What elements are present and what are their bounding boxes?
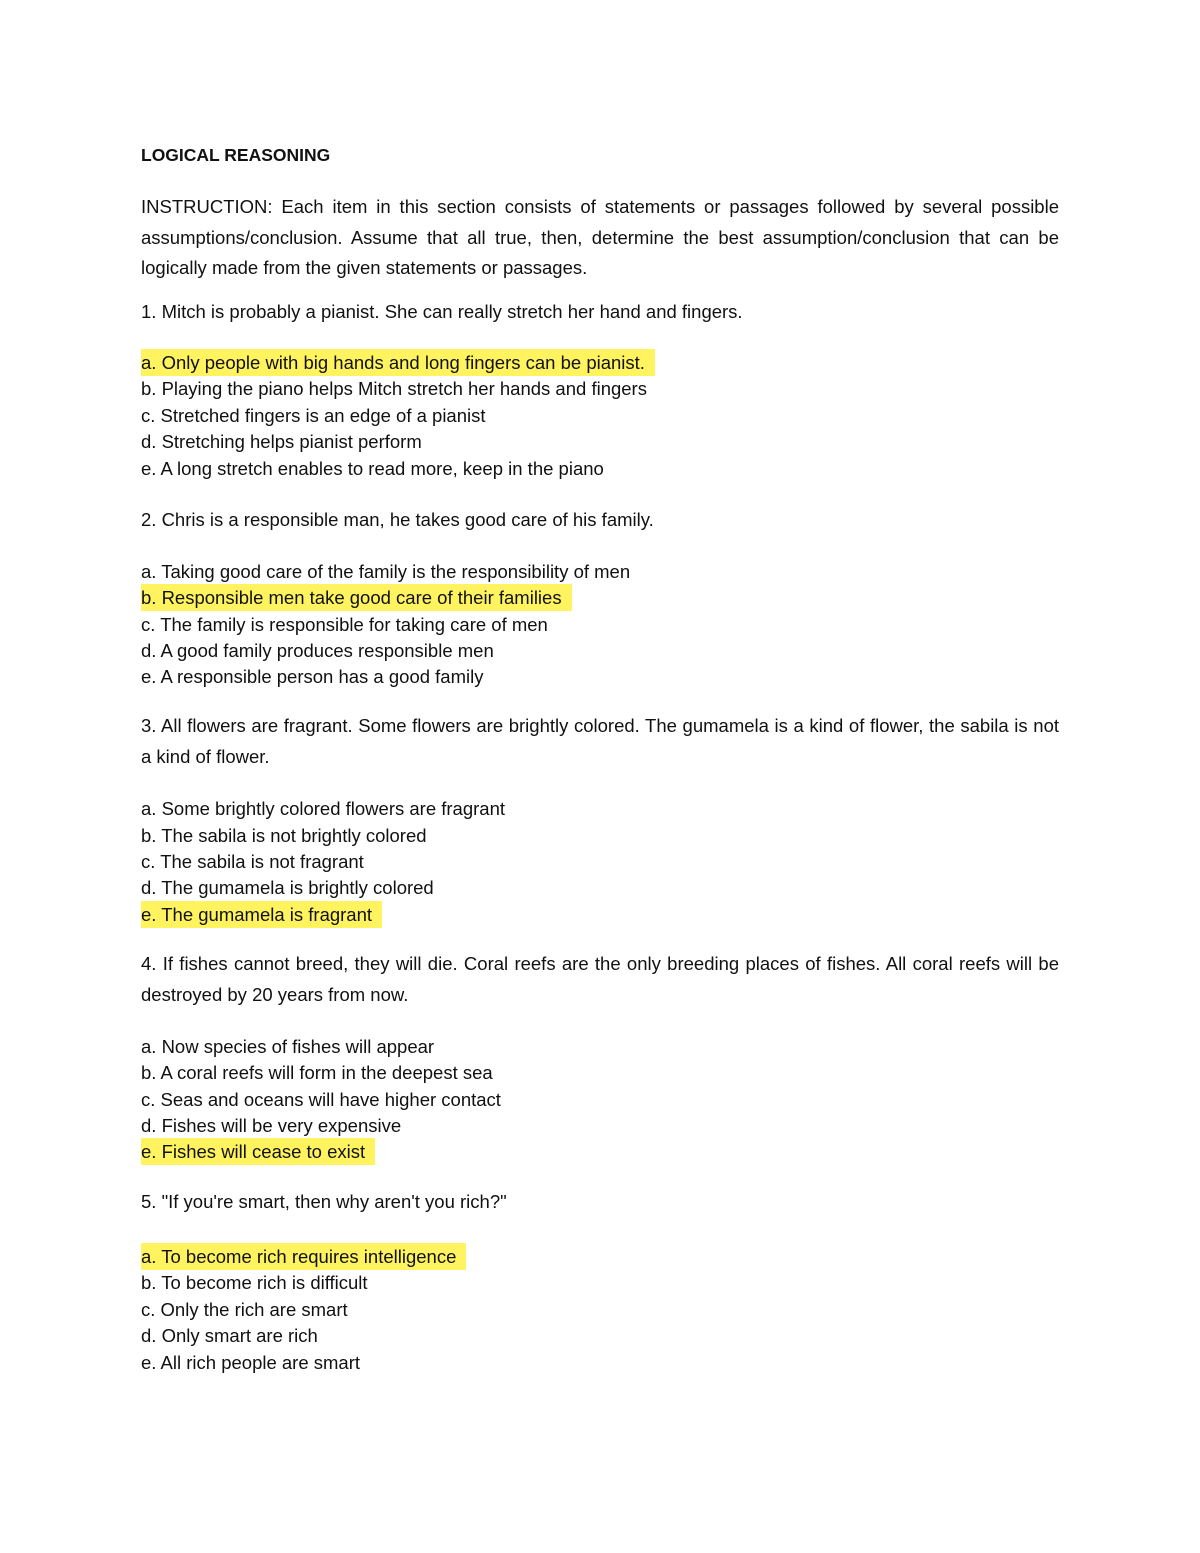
question-4-option-b (141, 1062, 493, 1084)
question-1-option-a (141, 352, 655, 374)
option-text: a. Taking good care of the family is the responsibility of men (141, 561, 631, 582)
question-3-option-b (141, 825, 427, 847)
question-1-option-c (141, 405, 486, 427)
option-text: d. Fishes will be very expensive (141, 1115, 402, 1136)
question-4-option-e (141, 1141, 375, 1163)
highlighted-answer: e. The gumamela is fragrant (141, 901, 382, 928)
highlighted-answer: a. To become rich requires intelligence (141, 1243, 466, 1270)
question-5: 5. "If you're smart, then why aren't you rich?" (141, 1191, 507, 1212)
question-3-option-d (141, 877, 434, 899)
option-text: e. All rich people are smart (141, 1352, 361, 1373)
question-4-option-a (141, 1036, 434, 1058)
question-2-option-b (141, 587, 572, 609)
option-text: d. Only smart are rich (141, 1325, 318, 1346)
option-text: b. Playing the piano helps Mitch stretch her hands and fingers (141, 378, 647, 399)
question-1-option-e (141, 458, 604, 480)
option-text: c. Stretched fingers is an edge of a pianist (141, 405, 486, 426)
highlighted-answer: b. Responsible men take good care of their families (141, 584, 572, 611)
option-text: d. The gumamela is brightly colored (141, 877, 434, 898)
question-3-option-e (141, 904, 382, 926)
question-5-option-b (141, 1272, 368, 1294)
question-5-option-a (141, 1246, 466, 1268)
question-4-option-d (141, 1115, 401, 1137)
option-text: c. The family is responsible for taking care of men (141, 614, 548, 635)
option-text: c. Only the rich are smart (141, 1299, 348, 1320)
question-1-option-d (141, 431, 422, 453)
question-5-option-d (141, 1325, 318, 1347)
question-5-option-c (141, 1299, 348, 1321)
option-text: d. Stretching helps pianist perform (141, 431, 422, 452)
question-2-option-a (141, 561, 630, 583)
option-text: b. The sabila is not brightly colored (141, 825, 427, 846)
question-3-option-c (141, 851, 364, 873)
question-3: 3. All flowers are fragrant. Some flowers are brightly colored. The gumamela is a kind of flower, the sabila is not a kind of flower. (141, 715, 1059, 767)
highlighted-answer: a. Only people with big hands and long fingers can be pianist. (141, 349, 655, 376)
document-title: LOGICAL REASONING (141, 145, 331, 165)
question-2-option-c (141, 614, 548, 636)
highlighted-answer: e. Fishes will cease to exist (141, 1138, 375, 1165)
question-2-option-e (141, 666, 483, 688)
question-2: 2. Chris is a responsible man, he takes good care of his family. (141, 509, 654, 530)
option-text: b. A coral reefs will form in the deepest sea (141, 1062, 493, 1083)
question-4: 4. If fishes cannot breed, they will die. Coral reefs are the only breeding places of fishes. All coral reefs will be destroyed by 20 years from now. (141, 953, 1059, 1005)
question-1: 1. Mitch is probably a pianist. She can really stretch her hand and fingers. (141, 301, 743, 322)
option-text: d. A good family produces responsible men (141, 640, 494, 661)
question-5-option-e (141, 1352, 360, 1374)
option-text: a. Some brightly colored flowers are fragrant (141, 798, 506, 819)
option-text: e. A long stretch enables to read more, keep in the piano (141, 458, 604, 479)
question-1-option-b (141, 378, 647, 400)
option-text: c. Seas and oceans will have higher contact (141, 1089, 501, 1110)
option-text: a. Now species of fishes will appear (141, 1036, 435, 1057)
question-2-option-d (141, 640, 494, 662)
option-text: c. The sabila is not fragrant (141, 851, 364, 872)
question-3-option-a (141, 798, 505, 820)
instruction-paragraph: INSTRUCTION: Each item in this section consists of statements or passages followed by several possible assumptions/conclusion. Assume that all true, then, determine the best assumption/conclusion that can be logically made from the given statements or passages. (141, 196, 1059, 278)
question-4-option-c (141, 1089, 501, 1111)
option-text: e. A responsible person has a good family (141, 666, 484, 687)
option-text: b. To become rich is difficult (141, 1272, 368, 1293)
